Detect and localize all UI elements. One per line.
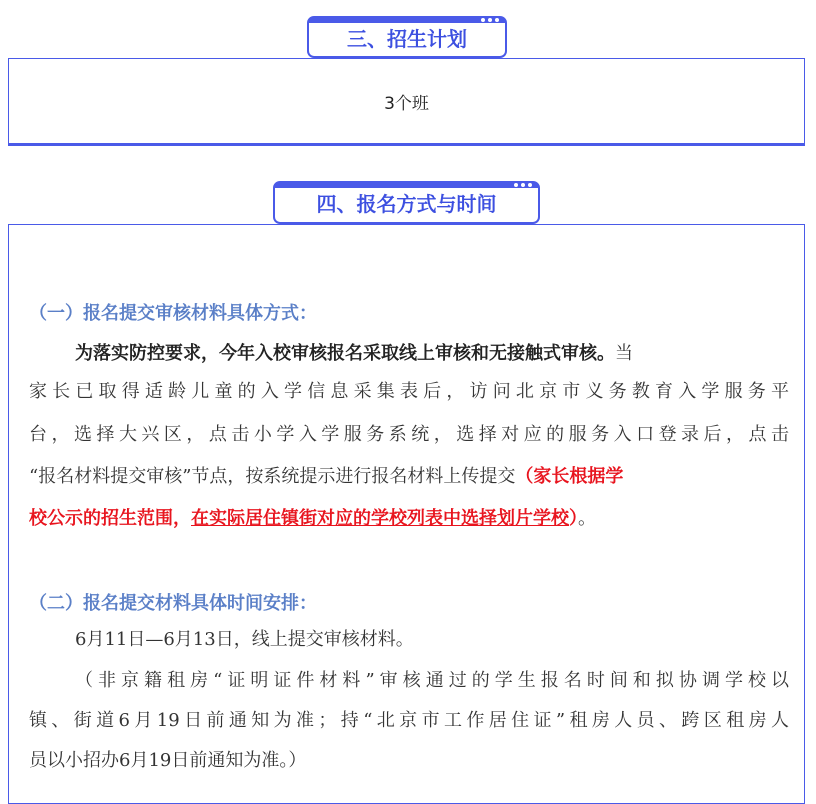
section-3-box <box>8 58 805 146</box>
paragraph-line: 台，选择大兴区，点击小学入学服务系统，选择对应的服务入口登录后，点击 <box>29 424 789 445</box>
paragraph-line: 家长已取得适龄儿童的入学信息采集表后，访问北京市义务教育入学服务平 <box>29 381 789 402</box>
paragraph-line <box>29 465 789 489</box>
decorative-dots <box>481 17 499 23</box>
decorative-dots <box>514 182 532 188</box>
paragraph-line <box>29 342 789 366</box>
section-3-heading-text: 三、招生计划 <box>347 27 467 51</box>
section-4-heading <box>273 181 540 224</box>
line5-red-underlined-text: 在实际居住镇街对应的学校列表中选择划片学校 <box>191 508 569 529</box>
class-count: 3个班 <box>384 93 429 114</box>
section-4-box <box>8 224 805 804</box>
note-line: 镇、街道6月19日前通知为准；持“北京市工作居住证”租房人员、跨区租房人 <box>29 710 789 731</box>
schedule-line: 6月11日—6月13日，线上提交审核材料。 <box>75 629 414 650</box>
line5-red-text: 校公示的招生范围， <box>29 508 191 529</box>
section-4-heading-text: 四、报名方式与时间 <box>316 192 497 216</box>
note-line: 员以小招办6月19日前通知为准。） <box>29 750 307 771</box>
line4-red-text: （家长根据学 <box>515 466 624 487</box>
paragraph-line <box>29 507 789 531</box>
intro-bold-text: 为落实防控要求，今年入校审核报名采取线上审核和无接触式审核。 <box>75 343 615 364</box>
section-3-heading <box>307 16 507 58</box>
note-line: （非京籍租房“证明证件材料”审核通过的学生报名时间和拟协调学校以 <box>75 670 789 691</box>
part-1-title: （一）报名提交审核材料具体方式： <box>29 303 317 324</box>
line5-red-end: ） <box>569 508 578 529</box>
line5-end: 。 <box>578 508 596 529</box>
intro-rest-text: 当 <box>615 343 633 364</box>
line4-text: “报名材料提交审核”节点，按系统提示进行报名材料上传提交 <box>29 466 516 487</box>
part-2-title: （二）报名提交材料具体时间安排： <box>29 593 317 614</box>
